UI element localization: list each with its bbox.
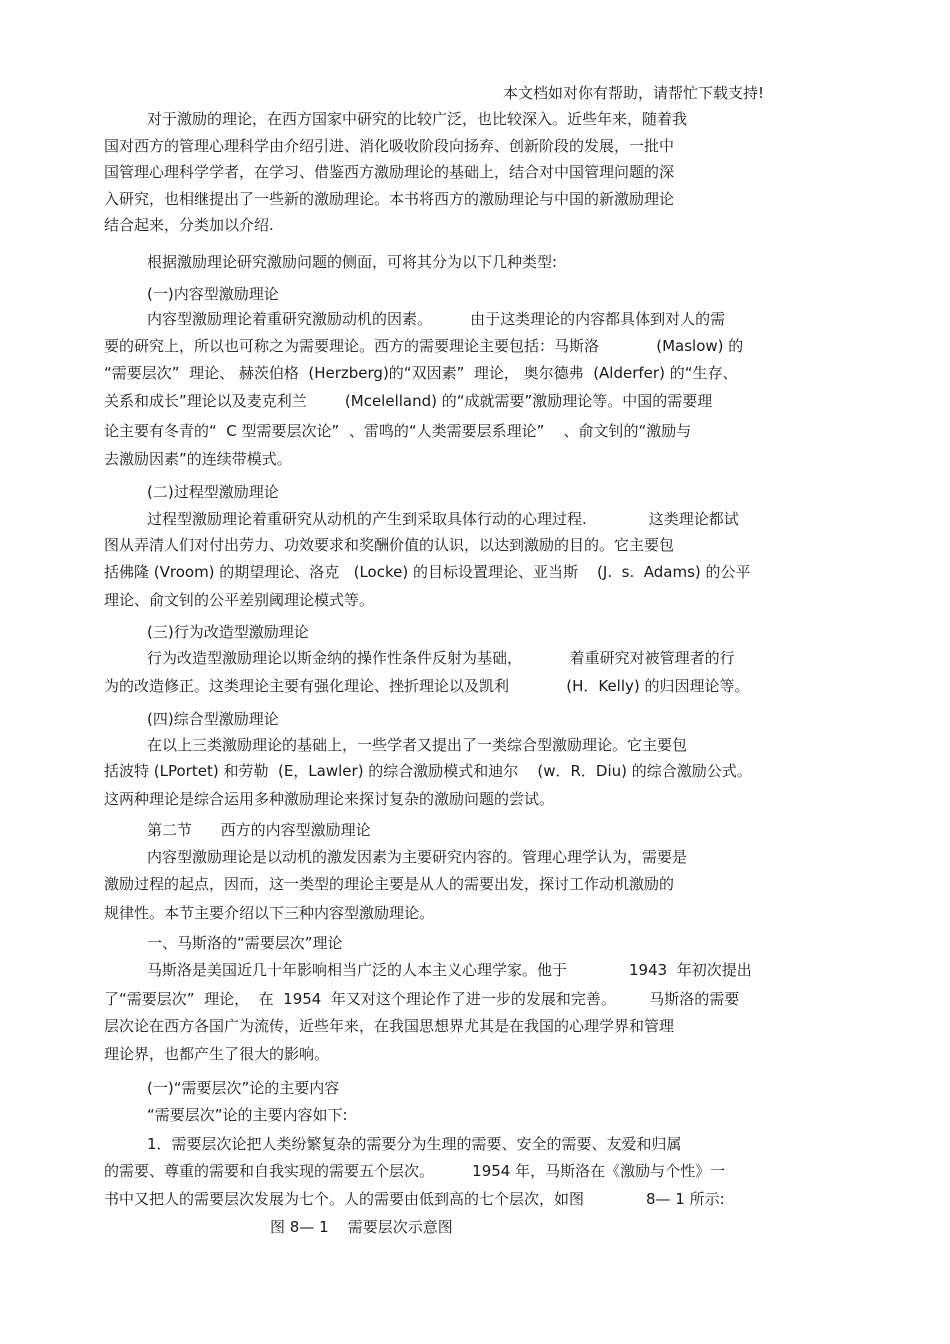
text-line: 马斯洛是美国近几十年影响相当广泛的人本主义心理学家。他于 1943 年初次提出 (147, 961, 752, 979)
text-line: 入研究，也相继提出了一些新的激励理论。本书将西方的激励理论与中国的新激励理论 (104, 190, 675, 208)
text-line: 规律性。本节主要介绍以下三种内容型激励理论。 (104, 904, 435, 922)
text-line: 的需要、尊重的需要和自我实现的需要五个层次。 1954 年，马斯洛在《激励与个性》一 (104, 1162, 726, 1180)
text-line: 过程型激励理论着重研究从动机的产生到采取具体行动的心理过程. 这类理论都试 (147, 510, 739, 528)
text-line: 图从弄清人们对付出劳力、功效要求和奖酬价值的认识，以达到激励的目的。它主要包 (104, 536, 675, 554)
list-item: 1．需要层次论把人类纷繁复杂的需要分为生理的需要、安全的需要、友爱和归属 (147, 1135, 682, 1153)
section-heading: (二)过程型激励理论 (147, 483, 279, 501)
section-heading: (一)“需要层次”论的主要内容 (147, 1079, 340, 1097)
text-line: 层次论在西方各国广为流传，近些年来，在我国思想界尤其是在我国的心理学界和管理 (104, 1017, 675, 1035)
text-line: 括佛隆 (Vroom) 的期望理论、洛克 (Locke) 的目标设置理论、亚当斯 (J. s. Adams) 的公平 (104, 563, 751, 581)
text-line: 理论、俞文钊的公平差别阈理论模式等。 (104, 591, 375, 609)
section-heading: (三)行为改造型激励理论 (147, 623, 309, 641)
text-line: 行为改造型激励理论以斯金纳的操作性条件反射为基础， 着重研究对被管理者的行 (147, 649, 735, 667)
text-line: “需要层次”论的主要内容如下: (147, 1106, 348, 1124)
text-line: 理论界，也都产生了很大的影响。 (104, 1045, 330, 1063)
text-line: 了“需要层次” 理论， 在 1954 年又对这个理论作了进一步的发展和完善。 马斯洛的需要 (104, 990, 740, 1008)
text-line: 对于激励的理论，在西方国家中研究的比较广泛，也比较深入。近些年来，随着我 (147, 110, 688, 128)
text-line: 要的研究上，所以也可称之为需要理论。西方的需要理论主要包括：马斯洛 (Maslow) 的 (104, 337, 744, 355)
text-line: 激励过程的起点，因而，这一类型的理论主要是从人的需要出发，探讨工作动机激励的 (104, 875, 675, 893)
section-heading: (一)内容型激励理论 (147, 285, 279, 303)
chapter-section-title: 第二节 西方的内容型激励理论 (147, 821, 371, 839)
text-line: “需要层次” 理论、 赫茨伯格 (Herzberg)的“双因素” 理论， 奥尔德弗 (Alderfer) 的“生存、 (104, 364, 738, 382)
text-line: 去激励因素”的连续带模式。 (104, 450, 292, 468)
text-line: 论主要有冬青的“ C 型需要层次论” 、雷鸣的“人类需要层系理论” 、俞文钊的“激励与 (104, 422, 692, 440)
text-line: 在以上三类激励理论的基础上，一些学者又提出了一类综合型激励理论。它主要包 (147, 736, 688, 754)
text-line: 括波特 (LPortet) 和劳勒 (E，Lawler) 的综合激励模式和迪尔 (w．R．Diu) 的综合激励公式。 (104, 762, 752, 780)
text-line: 关系和成长”理论以及麦克利兰 (Mcelelland) 的“成就需要”激励理论等。中国的需要理 (104, 392, 713, 410)
header-note: 本文档如对你有帮助，请帮忙下载支持! (503, 84, 765, 102)
text-line: 结合起来，分类加以介绍. (104, 216, 274, 234)
text-line: 内容型激励理论是以动机的激发因素为主要研究内容的。管理心理学认为，需要是 (147, 848, 688, 866)
text-line: 根据激励理论研究激励问题的侧面，可将其分为以下几种类型: (147, 253, 558, 271)
text-line: 内容型激励理论着重研究激励动机的因素。 由于这类理论的内容都具体到对人的需 (147, 310, 726, 328)
section-heading: 一、马斯洛的“需要层次”理论 (147, 934, 343, 952)
text-line: 这两种理论是综合运用多种激励理论来探讨复杂的激励问题的尝试。 (104, 790, 555, 808)
text-line: 书中又把人的需要层次发展为七个。人的需要由低到高的七个层次，如图 8— 1 所示: (104, 1190, 725, 1208)
section-heading: (四)综合型激励理论 (147, 710, 279, 728)
text-line: 国对西方的管理心理科学由介绍引进、消化吸收阶段向扬弃、创新阶段的发展，一批中 (104, 137, 675, 155)
figure-caption: 图 8— 1 需要层次示意图 (270, 1218, 453, 1236)
text-line: 为的改造修正。这类理论主要有强化理论、挫折理论以及凯利 (H．Kelly) 的归因理论等。 (104, 677, 750, 695)
text-line: 国管理心理科学学者，在学习、借鉴西方激励理论的基础上，结合对中国管理问题的深 (104, 163, 675, 181)
